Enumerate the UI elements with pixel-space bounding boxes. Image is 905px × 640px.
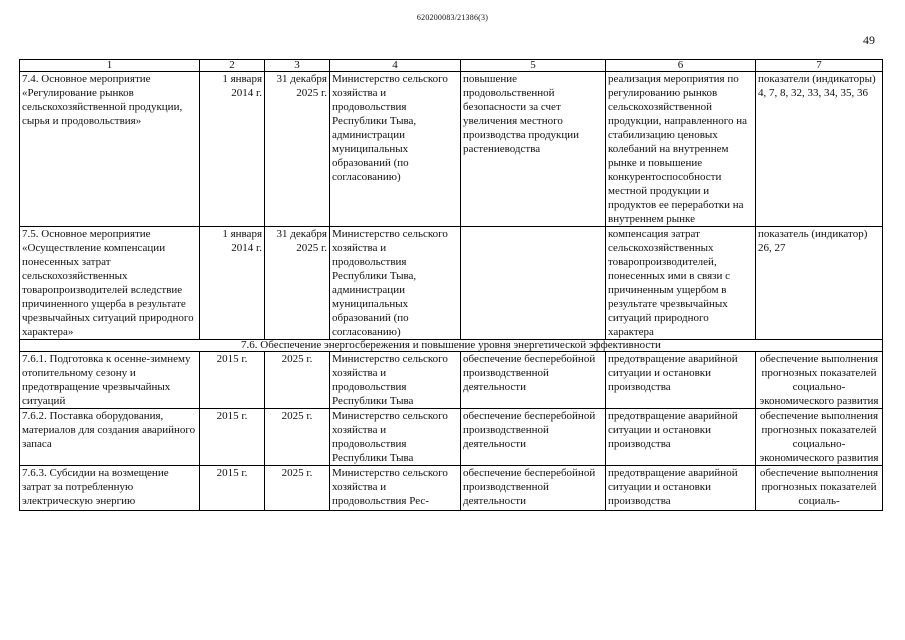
executor: Министерство сельского хозяйства и продовольствия Рес- (330, 466, 461, 511)
page-number: 49 (863, 33, 875, 47)
start-date: 2015 г. (200, 352, 265, 409)
column-header: 1 (20, 60, 200, 72)
expected-result (461, 227, 606, 340)
executor: Министерство сельского хозяйства и продовольствия Республики Тыва, администрации муниципальных образований (по согласованию) (330, 227, 461, 340)
indicator-link: обеспечение выполнения прогнозных показателей социально-экономического развития (756, 352, 883, 409)
end-date: 2025 г. (265, 409, 330, 466)
measure-content: предотвращение аварийной ситуации и остановки производства (606, 466, 756, 511)
document-id: 620200083/21386(3) (416, 13, 489, 22)
indicator-link: показатели (индикаторы) 4, 7, 8, 32, 33, 34, 35, 36 (756, 72, 883, 227)
measures-table (19, 59, 883, 511)
executor: Министерство сельского хозяйства и продовольствия Республики Тыва, администрации муниципальных образований (по согласованию) (330, 72, 461, 227)
measure-content: компенсация затрат сельскохозяйственных товаропроизводителей, понесенных ими в связи с причиненным ущербом в результате чрезвычайных ситуаций природного характера (606, 227, 756, 340)
start-date: 2015 г. (200, 409, 265, 466)
measure-content: реализация мероприятия по регулированию рынков сельскохозяйственной продукции, направленного на стабилизацию ценовых колебаний на внутреннем рынке и повышение конкурентоспособности местной продукции и продуктов ее переработки на внутреннем рынке (606, 72, 756, 227)
expected-result: повышение продовольственной безопасности за счет увеличения местного производства продукции растениеводства (461, 72, 606, 227)
end-date: 2025 г. (265, 466, 330, 511)
expected-result: обеспечение бесперебойной производственной деятельности (461, 352, 606, 409)
measure-name: 7.6.2. Поставка оборудования, материалов для создания аварийного запаса (20, 409, 200, 466)
end-date: 31 декабря 2025 г. (265, 72, 330, 227)
measure-name: 7.6.3. Субсидии на возмещение затрат за потребленную электрическую энергию (20, 466, 200, 511)
start-date: 1 января 2014 г. (200, 227, 265, 340)
table-row (20, 409, 883, 466)
column-header: 2 (200, 60, 265, 72)
table-row (20, 227, 883, 340)
column-header: 7 (756, 60, 883, 72)
executor: Министерство сельского хозяйства и продовольствия Республики Тыва (330, 352, 461, 409)
measure-name: 7.5. Основное мероприятие «Осуществление компенсации понесенных затрат сельскохозяйственных товаропроизводителей вследствие причиненного ущерба в результате чрезвычайных ситуаций природного характера» (20, 227, 200, 340)
end-date: 2025 г. (265, 352, 330, 409)
end-date: 31 декабря 2025 г. (265, 227, 330, 340)
section-title: 7.6. Обеспечение энергосбережения и повышение уровня энергетической эффективности (20, 340, 883, 352)
expected-result: обеспечение бесперебойной производственной деятельности (461, 466, 606, 511)
start-date: 1 января 2014 г. (200, 72, 265, 227)
indicator-link: обеспечение выполнения прогнозных показателей социаль- (756, 466, 883, 511)
column-header: 3 (265, 60, 330, 72)
table-header-row (20, 60, 883, 72)
table-row (20, 352, 883, 409)
column-header: 5 (461, 60, 606, 72)
measure-name: 7.6.1. Подготовка к осенне-зимнему отопительному сезону и предотвращение чрезвычайных ситуаций (20, 352, 200, 409)
indicator-link: обеспечение выполнения прогнозных показателей социально-экономического развития (756, 409, 883, 466)
indicator-link: показатель (индикатор) 26, 27 (756, 227, 883, 340)
start-date: 2015 г. (200, 466, 265, 511)
column-header: 6 (606, 60, 756, 72)
section-row (20, 340, 883, 352)
table-row (20, 72, 883, 227)
measure-name: 7.4. Основное мероприятие «Регулирование рынков сельскохозяйственной продукции, сырья и продовольствия» (20, 72, 200, 227)
measure-content: предотвращение аварийной ситуации и остановки производства (606, 352, 756, 409)
expected-result: обеспечение бесперебойной производственной деятельности (461, 409, 606, 466)
table-row (20, 466, 883, 511)
executor: Министерство сельского хозяйства и продовольствия Республики Тыва (330, 409, 461, 466)
column-header: 4 (330, 60, 461, 72)
measure-content: предотвращение аварийной ситуации и остановки производства (606, 409, 756, 466)
